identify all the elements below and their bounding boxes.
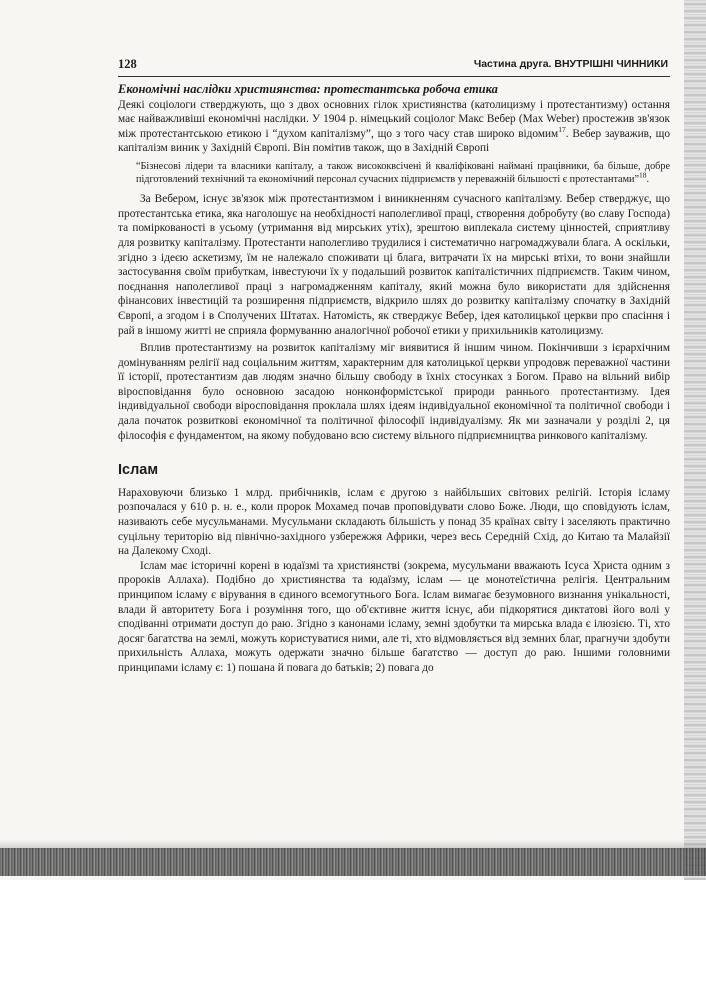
page-number: 128 bbox=[118, 57, 137, 71]
section-title: Іслам bbox=[118, 462, 159, 479]
page-body bbox=[118, 82, 670, 676]
paragraph: Нараховуючи близько 1 млрд. прибічників, іслам є другою з найбільших світових релігій. Історія ісламу розпочалася у 610 р. н. е., коли пророк Мохамед почав проповідувати слово Боже. Люди, що сповідують іслам, називають себе мусульманами. Мусульмани складають більшість у понад 35 країнах світу і заселяють практично суцільну територію від північно-західного узбережжя Африки, через весь Середній Схід, до Китаю та Малайзії на Далекому Сході. bbox=[118, 486, 670, 558]
quote-text: “Бізнесові лідери та власники капіталу, а також висококвсічені й кваліфіковані наймані працівники, ба більше, добре підготовлений технічний та економічний персонал сучасних підприємств у переважній більшості є протестантами” bbox=[136, 160, 670, 185]
footnote-ref: 18 bbox=[639, 170, 647, 180]
paragraph: Вплив протестантизму на розвиток капіталізму міг виявитися й іншим чином. Покінчивши з ієрархічним домінуванням релігії над соціальним життям, характерним для католицької церкви упродовж переважної частини її історії, протестантизм дав людям значно більшу свободу в їхніх стосунках з Богом. Право на вільний вибір віросповідання було основною засадою нонконформістської природи раннього протестантизму. Ідея індивідуальної свободи віросповідання проклала шлях ідеям індивідуальної економічної та політичної свободи і дала початок розвиткові економічної та політичної філософії індивідуалізму. Як ми зазначали у розділі 2, ця філософія є фундаментом, на якому побудовано всю систему вільного підприємництва ринкового капіталізму. bbox=[118, 342, 670, 442]
quote-text: . bbox=[646, 173, 650, 185]
paragraph-text: . Вебер зауважив, що капіталізм виник у Західній Європі. Він помітив також, що в Західній Європі bbox=[118, 127, 670, 155]
scan-bottom-edge bbox=[0, 848, 706, 876]
paragraph: За Вебером, існує зв'язок між протестантизмом і виникненням сучасного капіталізму. Вебер стверджує, що протестантська етика, яка наголошує на необхідності наполегливої праці, створення добробуту (во славу Господа) та поміркованості в усьому (утримання від мирських утіх), зрештою виплекала систему цінностей, сприятливу для розвитку капіталізму. Протестанти наполегливо трудилися і систематично нагромаджували блага. А оскільки, згідно з ідеєю аскетизму, їм не належало споживати ці блага, витрачати їх на мирські втіхи, то вони знайшли застосування своїм прибуткам, інвестуючи їх у подальший розвиток капіталістичних підприємств. Таким чином, поєднання наполегливої праці з нагромадженням капіталу, який можна було використати для здійснення фінансових інвестицій та розширення підприємств, відкрило шлях до розвитку капіталізму спочатку в Західній Європі, а згодом і в Сполучених Штатах. Натомість, як стверджує Вебер, ідея католицької церкви про спасіння і рай в іншому житті не сприяла формуванню аналогічної робочої етики у прихильників католицизму. bbox=[118, 193, 670, 337]
subsection-title: Економічні наслідки християнства: протестантська робоча етика bbox=[118, 82, 498, 96]
block-quote bbox=[136, 161, 670, 186]
running-head: Частина друга. ВНУТРІШНІ ЧИННИКИ bbox=[473, 58, 668, 70]
footnote-ref: 17 bbox=[558, 125, 566, 135]
paragraph bbox=[118, 98, 670, 156]
scan-binding-edge bbox=[684, 0, 706, 880]
paragraph-text: Деякі соціологи стверджують, що з двох основних гілок християнства (католицизму і протестантизму) остання має найважливіші економічні наслідки. У 1904 р. німецький соціолог Макс Вебер (Max Weber) простежив зв'язок між протестантською етикою і “духом капіталізму”, що з того часу став широко відомим bbox=[118, 98, 670, 140]
page-header bbox=[118, 56, 670, 77]
paragraph: Іслам має історичні корені в юдаїзмі та християнстві (зокрема, мусульмани вважають Ісуса Христа одним з пророків Аллаха). Подібно до християнства та юдаїзму, іслам — це монотеїстична релігія. Центральним принципом ісламу є вірування в єдиного всемогутнього Бога. Іслам вимагає безумовного визнання унікальності, влади й авторитету Бога і розуміння того, що об'єктивне життя існує, аби підкорятися диктатові його волі у сподіванні отримати доступ до раю. Згідно з канонами ісламу, земні здобутки та мирська влада є ілюзією. Ті, хто досяг багатства на землі, можуть користуватися ними, але ті, хто відмовляється від земних благ, прагнучи здобути прихильність Аллаха, можуть одержати значно більше багатство — доступ до раю. Іншими головними принципами ісламу є: 1) пошана й повага до батьків; 2) повага до bbox=[118, 559, 670, 674]
